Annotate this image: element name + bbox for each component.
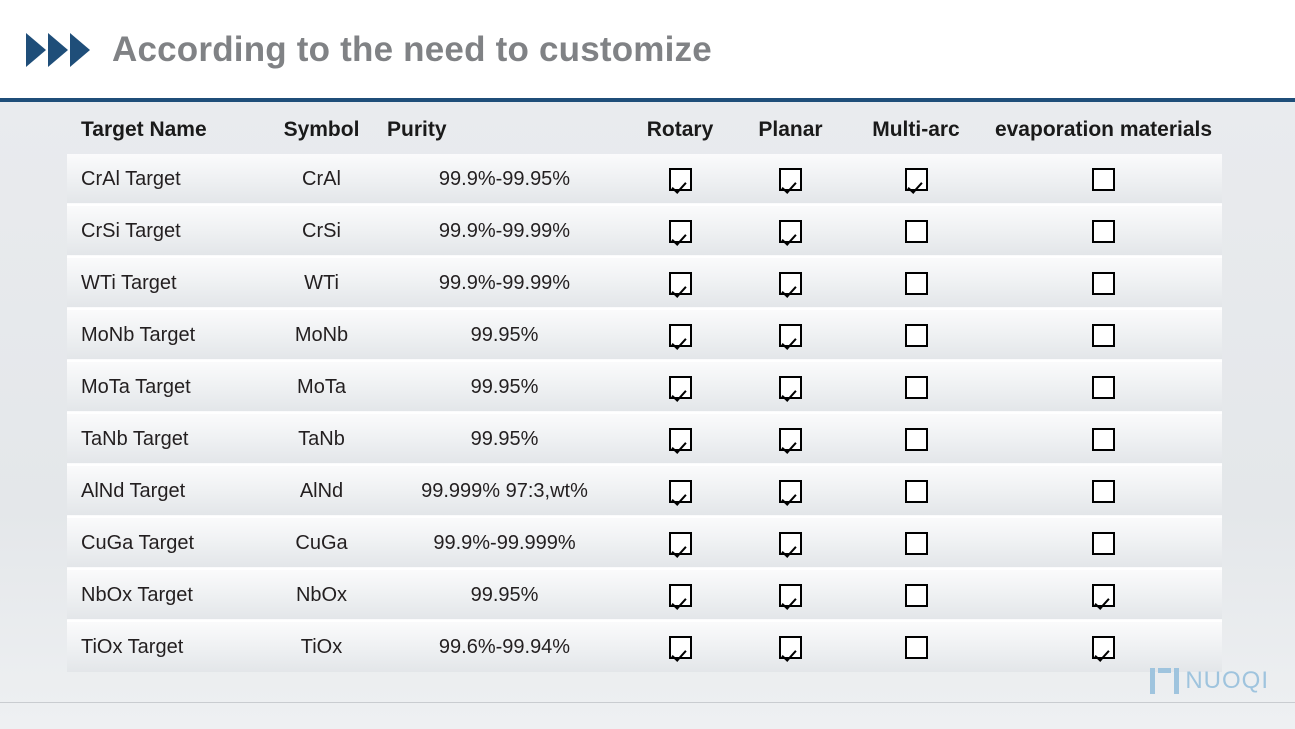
checkbox-evaporation[interactable] [1092,532,1115,555]
cell-multi-arc [847,361,985,413]
cell-rotary [626,257,734,309]
cell-purity: 99.6%-99.94% [438,635,571,658]
chevron-right-icon [26,33,46,67]
chevron-right-icon [48,33,68,67]
chevron-right-icon [70,33,90,67]
table-row [67,361,1222,413]
table-body [67,154,1222,672]
cell-multi-arc [847,517,985,569]
cell-target-name: WTi Target [81,271,177,294]
cell-symbol: WTi [304,271,339,294]
column-header-symbol: Symbol [283,118,360,141]
table-row [67,465,1222,517]
cell-symbol: TiOx [300,635,343,658]
cell-evaporation [985,205,1222,257]
cell-symbol: AlNd [299,479,344,502]
checkbox-multi-arc[interactable] [905,636,928,659]
checkbox-evaporation[interactable] [1092,584,1115,607]
checkbox-planar[interactable] [779,584,802,607]
logo-mark-icon [1150,668,1179,694]
column-header-target-name: Target Name [81,118,207,141]
cell-target-name: CrAl Target [81,167,181,190]
checkbox-multi-arc[interactable] [905,324,928,347]
products-table-container [67,110,1222,672]
cell-planar [734,569,847,621]
column-header-multi-arc: Multi-arc [872,118,960,141]
cell-multi-arc [847,465,985,517]
cell-purity: 99.95% [470,323,539,346]
cell-evaporation [985,569,1222,621]
cell-symbol: TaNb [298,427,345,450]
cell-multi-arc [847,205,985,257]
checkbox-rotary[interactable] [669,636,692,659]
cell-evaporation [985,621,1222,672]
checkbox-rotary[interactable] [669,168,692,191]
cell-rotary [626,517,734,569]
checkbox-rotary[interactable] [669,584,692,607]
cell-planar [734,621,847,672]
table-row [67,154,1222,205]
cell-rotary [626,361,734,413]
cell-planar [734,154,847,205]
table-row [67,413,1222,465]
column-header-purity: Purity [387,118,447,141]
cell-purity: 99.95% [470,583,539,606]
page-title: According to the need to customize [112,30,712,69]
products-table [67,110,1222,672]
cell-rotary [626,569,734,621]
checkbox-multi-arc[interactable] [905,168,928,191]
checkbox-planar[interactable] [779,220,802,243]
checkbox-evaporation[interactable] [1092,480,1115,503]
cell-target-name: MoNb Target [81,323,196,346]
cell-planar [734,517,847,569]
cell-purity: 99.9%-99.999% [433,531,576,554]
logo-text: NUOQI [1185,667,1269,694]
cell-symbol: MoTa [297,375,346,398]
checkbox-rotary[interactable] [669,532,692,555]
checkbox-rotary[interactable] [669,220,692,243]
table-row [67,205,1222,257]
checkbox-rotary[interactable] [669,272,692,295]
cell-purity: 99.9%-99.99% [438,271,571,294]
table-row [67,257,1222,309]
cell-symbol: CrAl [302,167,341,190]
brand-logo [1150,667,1269,695]
checkbox-planar[interactable] [779,428,802,451]
footer-divider [0,702,1295,703]
cell-purity: 99.999% 97:3,wt% [421,479,588,502]
table-head [67,110,1222,154]
checkbox-multi-arc[interactable] [905,532,928,555]
checkbox-planar[interactable] [779,324,802,347]
cell-planar [734,205,847,257]
checkbox-multi-arc[interactable] [905,220,928,243]
checkbox-planar[interactable] [779,480,802,503]
checkbox-planar[interactable] [779,272,802,295]
checkbox-rotary[interactable] [669,428,692,451]
cell-target-name: AlNd Target [81,479,186,502]
cell-target-name: CuGa Target [81,531,195,554]
checkbox-planar[interactable] [779,636,802,659]
cell-rotary [626,205,734,257]
checkbox-planar[interactable] [779,532,802,555]
cell-planar [734,465,847,517]
chevron-triple-icon [26,33,90,67]
cell-evaporation [985,154,1222,205]
cell-evaporation [985,309,1222,361]
table-row [67,569,1222,621]
checkbox-rotary[interactable] [669,376,692,399]
checkbox-evaporation[interactable] [1092,220,1115,243]
cell-planar [734,257,847,309]
cell-evaporation [985,361,1222,413]
column-header-rotary: Rotary [646,118,714,141]
cell-multi-arc [847,413,985,465]
cell-evaporation [985,465,1222,517]
cell-symbol: MoNb [294,323,349,346]
cell-evaporation [985,413,1222,465]
cell-purity: 99.95% [470,375,539,398]
checkbox-rotary[interactable] [669,324,692,347]
checkbox-evaporation[interactable] [1092,428,1115,451]
cell-symbol: NbOx [295,583,348,606]
cell-rotary [626,621,734,672]
cell-planar [734,413,847,465]
checkbox-evaporation[interactable] [1092,324,1115,347]
cell-symbol: CuGa [295,531,348,554]
table-row [67,309,1222,361]
checkbox-multi-arc[interactable] [905,480,928,503]
cell-purity: 99.9%-99.99% [438,219,571,242]
cell-purity: 99.95% [470,427,539,450]
logo-bar-left [1150,668,1155,694]
column-header-planar: Planar [758,118,823,141]
cell-purity: 99.9%-99.95% [438,167,571,190]
cell-planar [734,361,847,413]
cell-target-name: TaNb Target [81,427,189,450]
cell-rotary [626,413,734,465]
checkbox-planar[interactable] [779,168,802,191]
cell-evaporation [985,257,1222,309]
cell-symbol: CrSi [302,219,341,242]
cell-evaporation [985,517,1222,569]
checkbox-multi-arc[interactable] [905,376,928,399]
checkbox-evaporation[interactable] [1092,168,1115,191]
cell-multi-arc [847,154,985,205]
checkbox-planar[interactable] [779,376,802,399]
cell-rotary [626,154,734,205]
logo-bar-right [1174,668,1179,694]
cell-multi-arc [847,569,985,621]
cell-rotary [626,309,734,361]
cell-multi-arc [847,621,985,672]
checkbox-evaporation[interactable] [1092,376,1115,399]
checkbox-evaporation[interactable] [1092,272,1115,295]
logo-bar-middle [1158,668,1171,694]
table-header-row [67,110,1222,154]
cell-planar [734,309,847,361]
cell-target-name: NbOx Target [81,583,193,606]
slide-header [0,0,1295,100]
checkbox-evaporation[interactable] [1092,636,1115,659]
cell-target-name: MoTa Target [81,375,191,398]
table-row [67,621,1222,672]
cell-multi-arc [847,309,985,361]
cell-multi-arc [847,257,985,309]
checkbox-rotary[interactable] [669,480,692,503]
column-header-evaporation: evaporation materials [994,118,1213,141]
table-row [67,517,1222,569]
cell-target-name: CrSi Target [81,219,181,242]
checkbox-multi-arc[interactable] [905,428,928,451]
checkbox-multi-arc[interactable] [905,272,928,295]
cell-rotary [626,465,734,517]
checkbox-multi-arc[interactable] [905,584,928,607]
cell-target-name: TiOx Target [81,635,184,658]
header-divider [0,98,1295,102]
